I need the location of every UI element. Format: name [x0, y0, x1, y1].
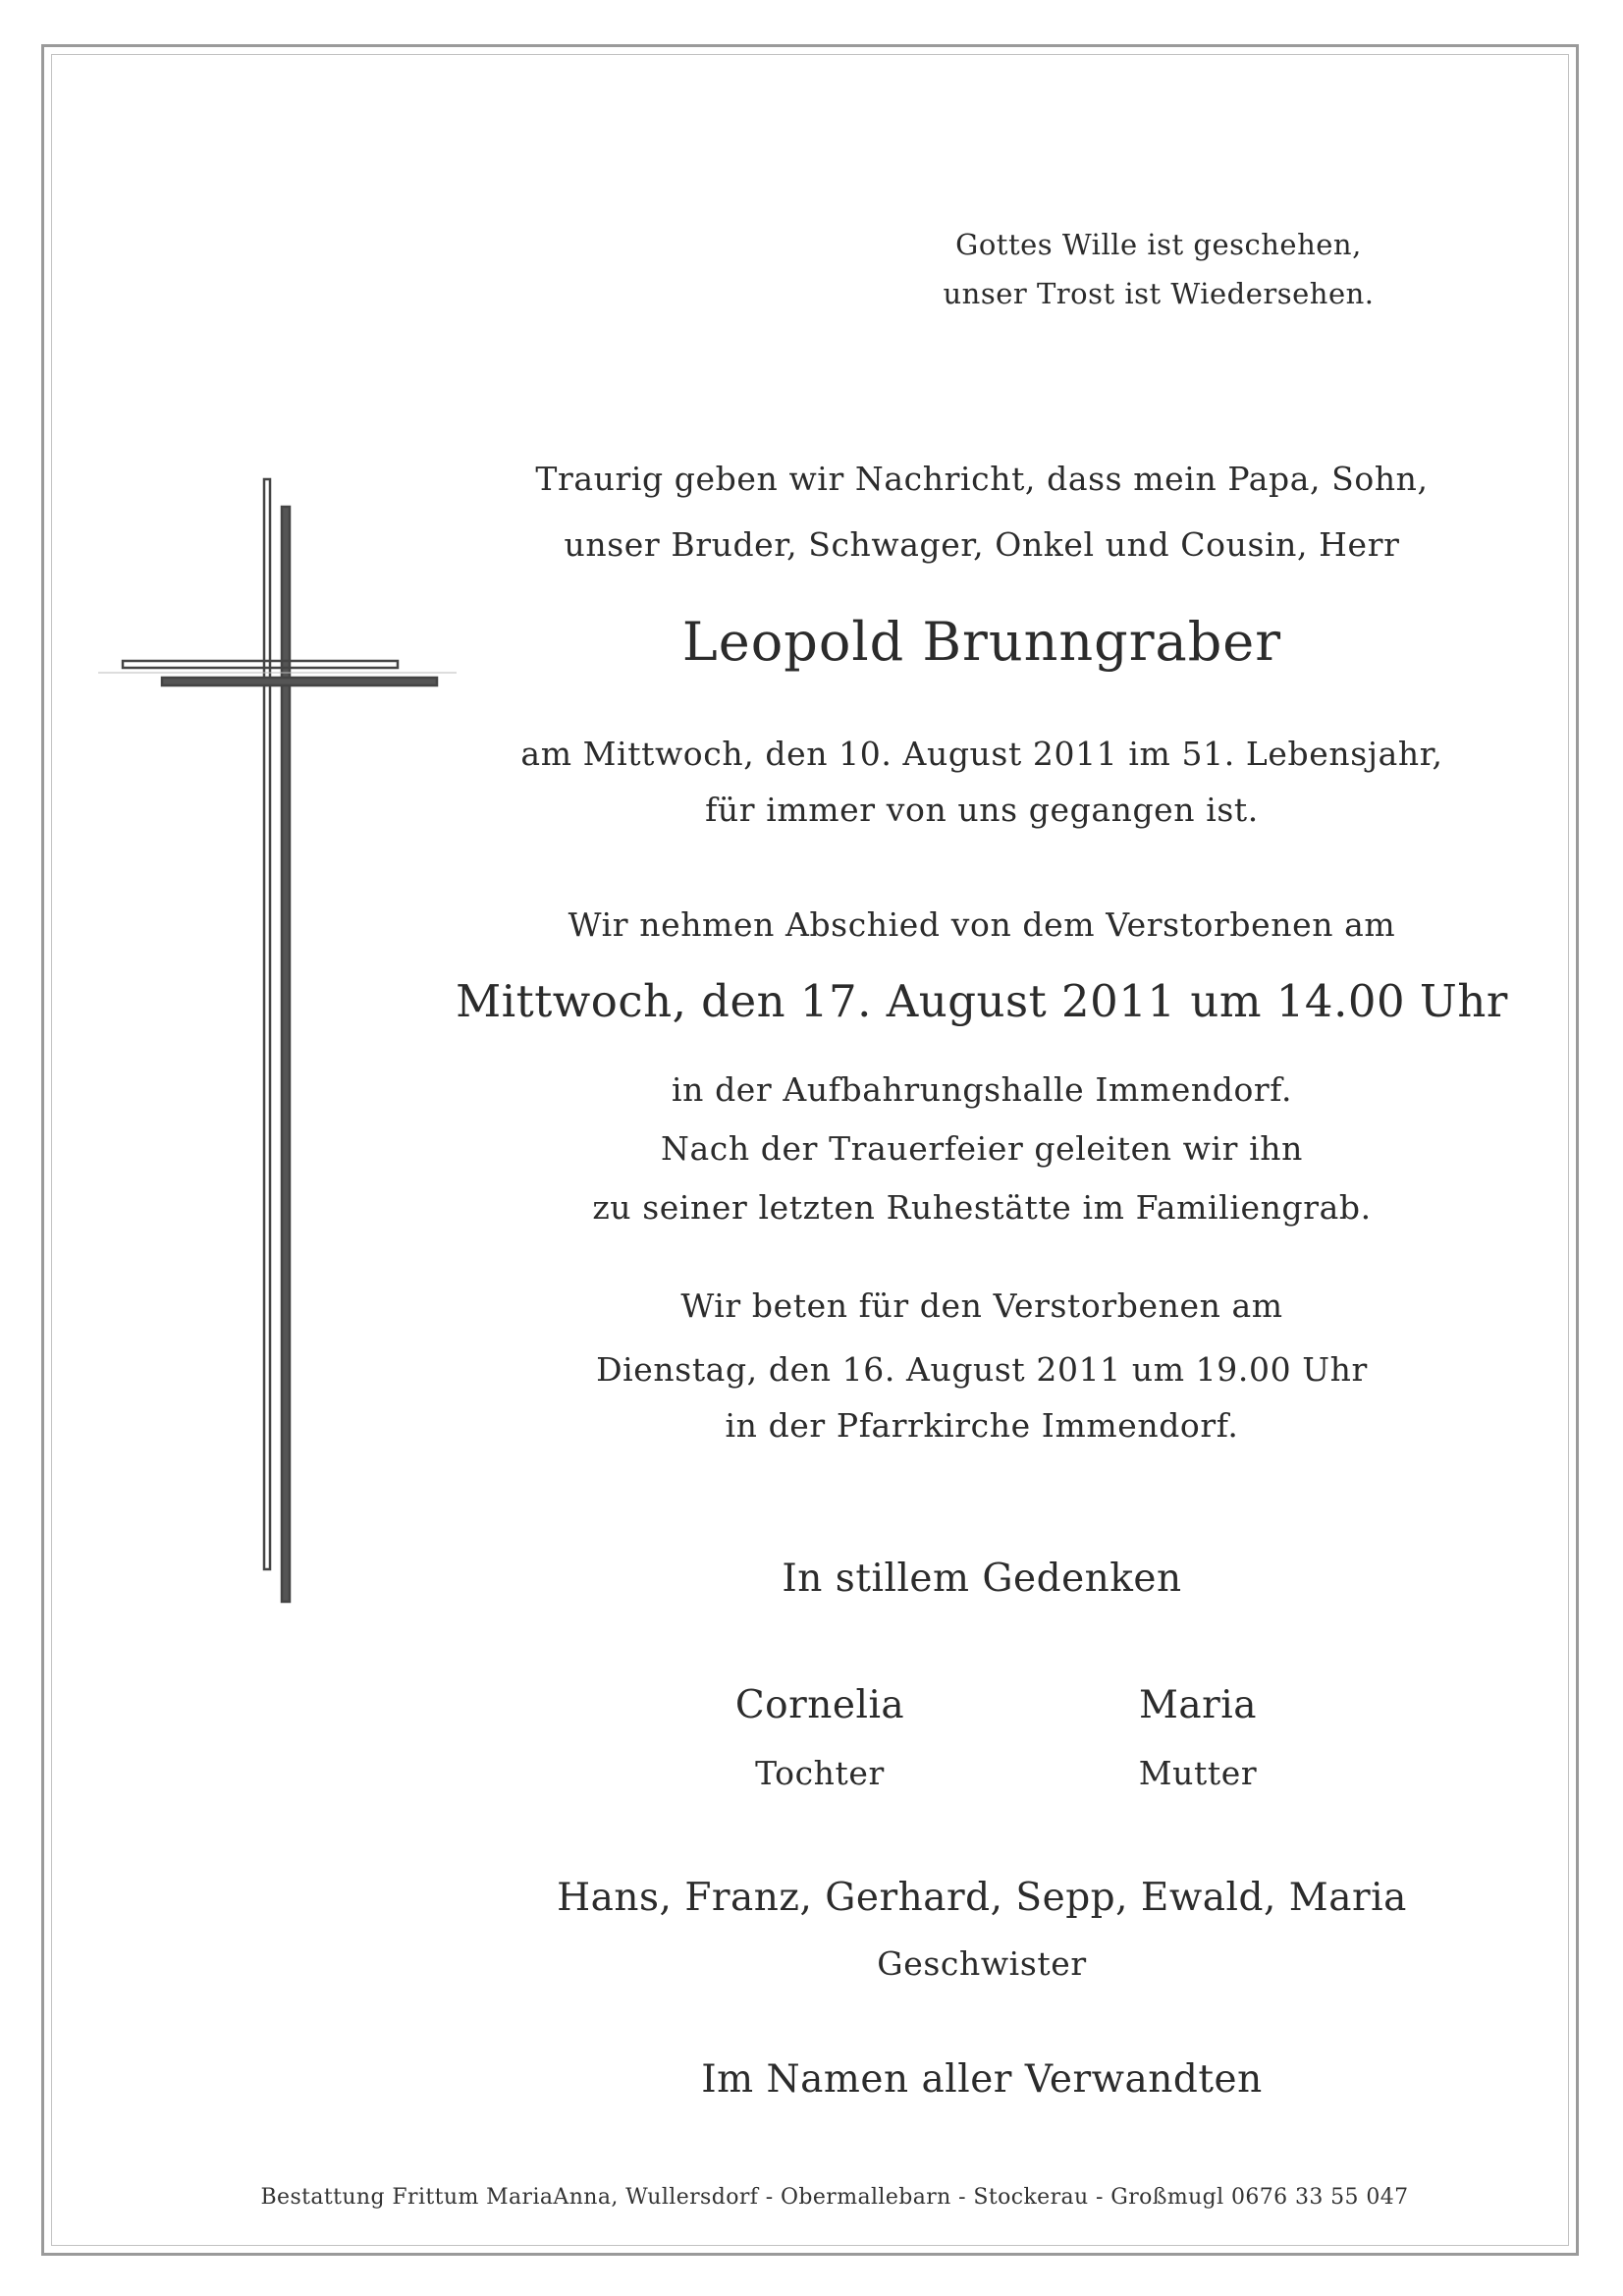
siblings-names: Hans, Franz, Gerhard, Sepp, Ewald, Maria: [557, 1876, 1407, 1920]
farewell-line-2: Nach der Trauerfeier geleiten wir ihn: [661, 1129, 1303, 1168]
closing-line: Im Namen aller Verwandten: [701, 2057, 1263, 2102]
prayer-line-3: in der Pfarrkirche Immendorf.: [725, 1406, 1239, 1445]
mourner-relation-mutter: Mutter: [1138, 1754, 1258, 1792]
announcement-line-2: unser Bruder, Schwager, Onkel und Cousin, Herr: [564, 525, 1400, 564]
mourner-relation-tochter: Tochter: [755, 1754, 885, 1792]
death-line-2: für immer von uns gegangen ist.: [705, 791, 1259, 829]
death-line-1: am Mittwoch, den 10. August 2011 im 51. Lebensjahr,: [520, 735, 1443, 773]
mourner-name-cornelia: Cornelia: [734, 1683, 905, 1727]
farewell-line-1: in der Aufbahrungshalle Immendorf.: [671, 1070, 1293, 1109]
deceased-name: Leopold Brunngraber: [681, 611, 1282, 673]
motto-line-1: Gottes Wille ist geschehen,: [955, 228, 1362, 261]
funeral-home-footer: Bestattung Frittum MariaAnna, Wullersdorf - Obermallebarn - Stockerau - Großmugl 0676 33 55 047: [260, 2185, 1409, 2210]
mourners-heading: In stillem Gedenken: [782, 1557, 1182, 1601]
prayer-line-1: Wir beten für den Verstorbenen am: [680, 1286, 1283, 1325]
mourner-name-maria: Maria: [1138, 1683, 1258, 1727]
farewell-line-3: zu seiner letzten Ruhestätte im Familiengrab.: [592, 1188, 1372, 1227]
announcement-line-1: Traurig geben wir Nachricht, dass mein Papa, Sohn,: [535, 460, 1429, 498]
farewell-datetime: Mittwoch, den 17. August 2011 um 14.00 Uhr: [456, 975, 1508, 1027]
siblings-relation: Geschwister: [877, 1944, 1087, 1983]
motto-line-2: unser Trost ist Wiedersehen.: [943, 277, 1375, 310]
farewell-intro: Wir nehmen Abschied von dem Verstorbenen am: [568, 905, 1396, 944]
prayer-line-2: Dienstag, den 16. August 2011 um 19.00 Uhr: [596, 1350, 1368, 1389]
